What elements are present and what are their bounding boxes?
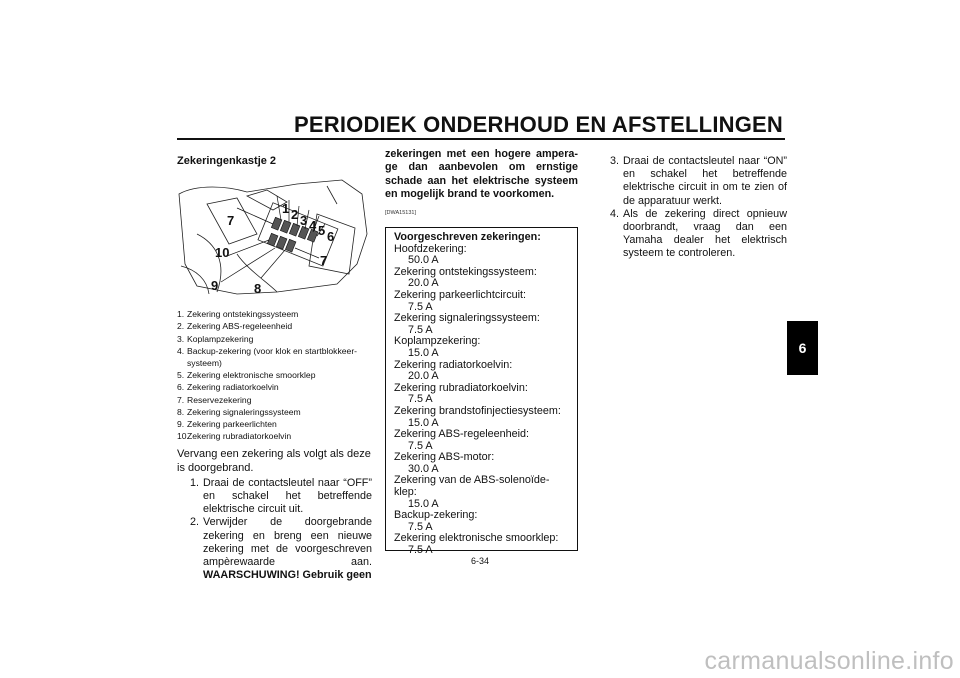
callout-3: 3 (300, 213, 308, 229)
header-divider (177, 138, 785, 140)
callout-7-top: 7 (227, 213, 235, 229)
legend-item: 1. Zekering ontstekingssysteem (177, 309, 299, 320)
callout-7-right: 7 (320, 253, 328, 269)
intro-text: Vervang een zekering als volgt als deze is doorgebrand. (177, 448, 371, 474)
callout-4: 4 (309, 218, 317, 234)
warning-label: WAARSCHUWING! Gebruik geen (203, 569, 372, 582)
legend-item: 8. Zekering signaleringssysteem (177, 406, 301, 417)
fuse-box-drawing (177, 174, 372, 300)
step-item: 4. Als de zekering direct opnieuw doorbrandt, vraag dan een Yamaha dealer het elektrisch systeem te controleren. (609, 207, 787, 260)
middle-column (385, 148, 578, 220)
fuse-specifications-box (385, 227, 578, 557)
callout-2: 2 (291, 207, 299, 223)
legend-item: 4. Backup-zekering (voor klok en startblokkeer-systeem) (177, 345, 358, 369)
legend-item: 9. Zekering parkeerlichten (177, 419, 277, 430)
page-number: 6-34 (470, 556, 489, 566)
steps-list-left (177, 477, 372, 583)
fuse-box-illustration (177, 174, 372, 300)
callout-10: 10 (215, 245, 230, 261)
warning-code: [DWA15131] (385, 209, 416, 216)
spec-title: Voorgeschreven zekeringen: (394, 231, 541, 243)
section-title: Zekeringenkastje 2 (177, 155, 277, 167)
right-column (597, 155, 787, 261)
spec-list: Hoofdzekering: 50.0 A Zekering ontstekingssysteem: 20.0 A Zekering parkeerlichtcircuit: 7.5 A Zekering signaleringssysteem: 7.5 A Koplampzekering: 15.0 A Zekering radiatorkoelvin: 20.0 A Zekering rubradiatorkoelvin: 7.5 A Zekering brandstofinjectiesysteem: 15.0 A Zekering ABS-regeleenheid: 7.5 A Zekering ABS-motor: 30.0 A Zekering van de ABS-solenoïde-klep: 15.0 A Backup-zekering: 7.5 A Zekering elektronische smoorklep: 7.5 A (394, 242, 561, 557)
callout-9: 9 (211, 278, 219, 294)
legend-item: 5. Zekering elektronische smoorklep (177, 370, 316, 381)
legend-item: 2. Zekering ABS-regeleenheid (177, 321, 293, 332)
legend-item: 6. Zekering radiatorkoelvin (177, 382, 279, 393)
callout-1: 1 (282, 201, 290, 217)
steps-list-right (597, 155, 787, 261)
callout-8: 8 (254, 281, 262, 297)
callout-6: 6 (327, 229, 335, 245)
callout-5: 5 (318, 223, 326, 239)
step-item: 2. Verwijder de doorgebrande zekering en breng een nieuwe zekering met de voorgeschreven ampèrewaarde aan. WAARSCHUWING! Gebruik geen (189, 516, 372, 582)
legend-item: 10. Zekering rubradiatorkoelvin (177, 431, 292, 442)
watermark: carmanualsonline.info (704, 647, 954, 675)
chapter-tab: 6 (787, 321, 818, 375)
warning-continuation: zekeringen met een hogere ampera-ge dan aanbevolen om ernstige schade aan het elektrische systeem en mogelijk brand te voorkomen. (385, 148, 578, 201)
step-item: 1. Draai de contactsleutel naar “OFF” en schakel het betreffende elektrische circuit uit. (189, 476, 372, 516)
legend-item: 7. Reservezekering (177, 394, 252, 405)
legend-item: 3. Koplampzekering (177, 333, 254, 344)
figure-legend (177, 308, 372, 442)
step-item: 3. Draai de contactsleutel naar “ON” en schakel het betreffende elektrische circuit in om te zien of de apparatuur werkt. (609, 155, 787, 207)
page-title: PERIODIEK ONDERHOUD EN AFSTELLINGEN (294, 112, 783, 137)
left-column (177, 155, 372, 582)
